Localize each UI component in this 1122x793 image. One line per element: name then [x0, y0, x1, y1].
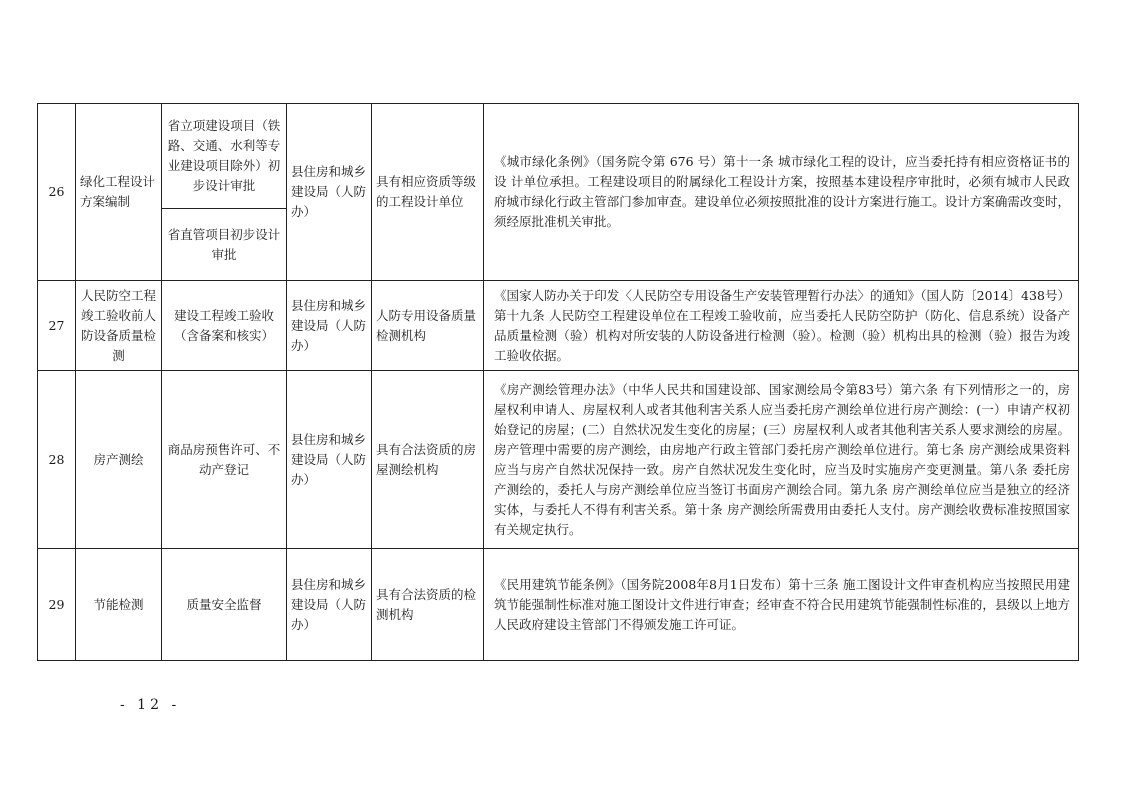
qualification-requirement: 具有相应资质等级的工程设计单位: [372, 104, 484, 281]
row-number: 27: [38, 281, 76, 371]
qualification-requirement: 具有合法资质的房屋测绘机构: [372, 371, 484, 549]
legal-basis: 《城市绿化条例》（国务院令第 676 号）第十一条 城市绿化工程的设计，应当委托持有相应资格证书的设 计单位承担。工程建设项目的附属绿化工程设计方案，按照基本建设程序审批时，必须有城市人民政府城市绿化行政主管部门参加审查。建设单位必须按照批准的设计方案进行施工。设计方案确需改变时，须经原批准机关审批。: [484, 104, 1079, 281]
department: 县住房和城乡建设局（人防办）: [287, 549, 372, 661]
legal-basis: 《国家人防办关于印发〈人民防空专用设备生产安装管理暂行办法〉的通知》（国人防〔2014〕438号）第十九条 人民防空工程建设单位在工程竣工验收前，应当委托人民防空防护（防化、信息系统）设备产品质量检测（验）机构对所安装的人防设备进行检测（验）。检测（验）机构出具的检测（验）报告为竣工验收依据。: [484, 281, 1079, 371]
page-number: - 12 -: [120, 697, 181, 713]
department: 县住房和城乡建设局（人防办）: [287, 281, 372, 371]
legal-basis: 《房产测绘管理办法》（中华人民共和国建设部、国家测绘局令第83号）第六条 有下列情形之一的，房屋权利申请人、房屋权利人或者其他利害关系人应当委托房产测绘单位进行房产测绘：(一）申请产权初始登记的房屋；(二）自然状况发生变化的房屋；(三）房屋权利人或者其他利害关系人要求测绘的房屋。房产管理中需要的房产测绘，由房地产行政主管部门委托房产测绘单位进行。第七条 房产测绘成果资料应当与房产自然状况保持一致。房产自然状况发生变化时，应当及时实施房产变更测量。第八条 委托房产测绘的，委托人与房产测绘单位应当签订书面房产测绘合同。第九条 房产测绘单位应当是独立的经济实体，与委托人不得有利害关系。第十条 房产测绘所需费用由委托人支付。房产测绘收费标准按照国家有关规定执行。: [484, 371, 1079, 549]
table-row-26: [38, 104, 1079, 209]
related-approval: 省直管项目初步设计审批: [162, 209, 287, 281]
service-item: 人民防空工程竣工验收前人防设备质量检测: [76, 281, 162, 371]
row-number: 28: [38, 371, 76, 549]
related-approval: 质量安全监督: [162, 549, 287, 661]
qualification-requirement: 具有合法资质的检测机构: [372, 549, 484, 661]
department: 县住房和城乡建设局（人防办）: [287, 371, 372, 549]
table-row-28: [38, 371, 1079, 549]
related-approval: 省立项建设项目（铁路、交通、水利等专业建设项目除外）初步设计审批: [162, 104, 287, 209]
row-number: 29: [38, 549, 76, 661]
related-approval: 建设工程竣工验收（含备案和核实）: [162, 281, 287, 371]
table-row-27: [38, 281, 1079, 371]
service-item: 房产测绘: [76, 371, 162, 549]
service-item: 绿化工程设计方案编制: [76, 104, 162, 281]
regulation-table: [37, 103, 1079, 661]
related-approval: 商品房预售许可、不动产登记: [162, 371, 287, 549]
department: 县住房和城乡建设局（人防办）: [287, 104, 372, 281]
row-number: 26: [38, 104, 76, 281]
service-item: 节能检测: [76, 549, 162, 661]
legal-basis: 《民用建筑节能条例》（国务院2008年8月1日发布）第十三条 施工图设计文件审查机构应当按照民用建筑节能强制性标准对施工图设计文件进行审查；经审查不符合民用建筑节能强制性标准的，县级以上地方人民政府建设主管部门不得颁发施工许可证。: [484, 549, 1079, 661]
qualification-requirement: 人防专用设备质量检测机构: [372, 281, 484, 371]
table-row-29: [38, 549, 1079, 661]
